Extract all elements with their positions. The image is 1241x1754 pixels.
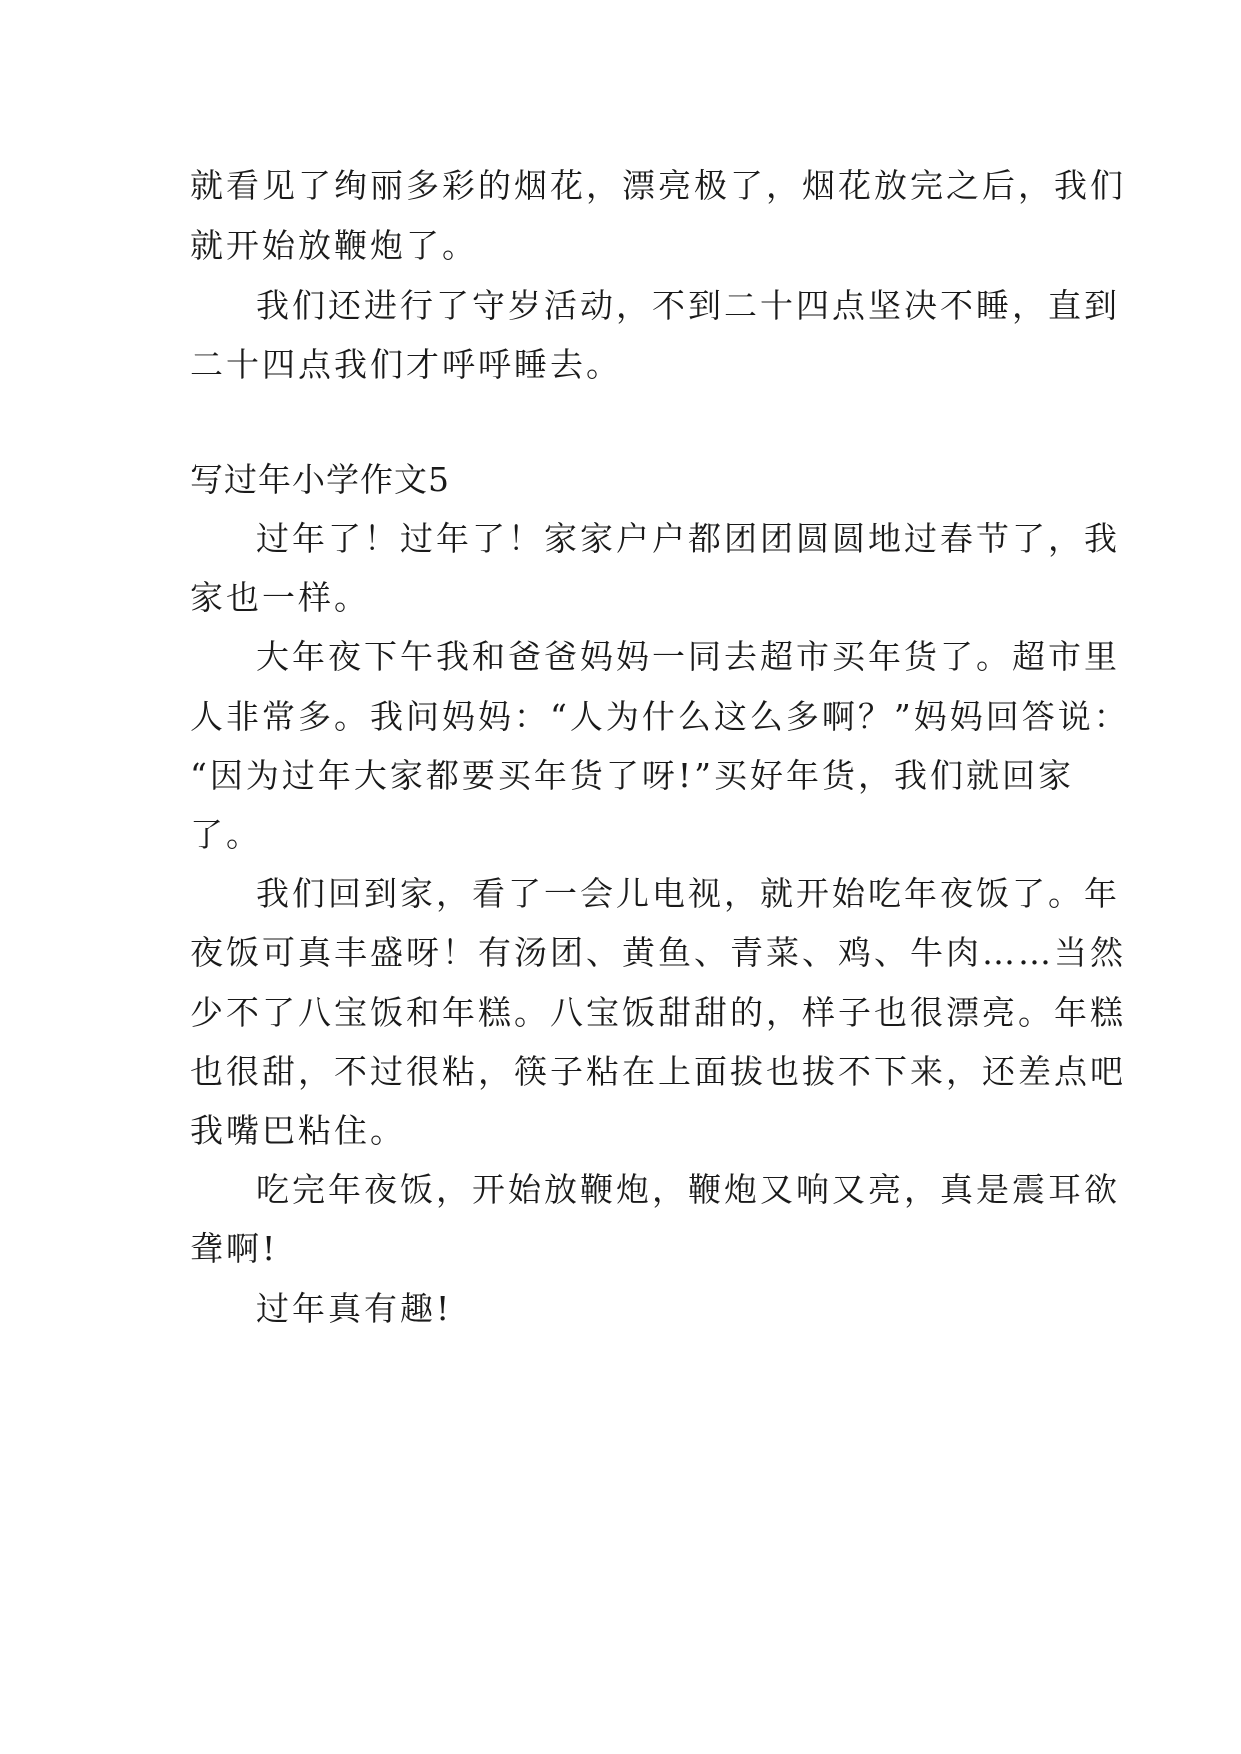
paragraph-start-line: 吃完年夜饭，开始放鞭炮，鞭炮又响又亮，真是震耳欲 bbox=[256, 1170, 1120, 1209]
body-text-line: “因为过年大家都要买年货了呀!”买好年货，我们就回家 bbox=[190, 756, 1075, 795]
body-text-line: 人非常多。我问妈妈：“人为什么这么多啊？”妈妈回答说： bbox=[190, 697, 1130, 736]
section-heading: 写过年小学作文5 bbox=[190, 460, 450, 499]
body-text-line: 二十四点我们才呼呼睡去。 bbox=[190, 345, 622, 384]
body-text-line: 家也一样。 bbox=[190, 578, 370, 617]
body-text-line: 我嘴巴粘住。 bbox=[190, 1111, 406, 1150]
body-text-line: 聋啊! bbox=[190, 1229, 279, 1268]
body-text-line: 少不了八宝饭和年糕。八宝饭甜甜的，样子也很漂亮。年糕 bbox=[190, 993, 1126, 1032]
paragraph-start-line: 我们回到家，看了一会儿电视，就开始吃年夜饭了。年 bbox=[256, 874, 1120, 913]
body-text-line: 就看见了绚丽多彩的烟花，漂亮极了，烟花放完之后，我们 bbox=[190, 166, 1126, 205]
paragraph-start-line: 过年真有趣! bbox=[256, 1289, 453, 1328]
body-text-line: 夜饭可真丰盛呀！有汤团、黄鱼、青菜、鸡、牛肉……当然 bbox=[190, 933, 1126, 972]
body-text-line: 也很甜，不过很粘，筷子粘在上面拔也拔不下来，还差点吧 bbox=[190, 1052, 1126, 1091]
paragraph-start-line: 大年夜下午我和爸爸妈妈一同去超市买年货了。超市里 bbox=[256, 637, 1120, 676]
paragraph-start-line: 过年了！过年了！家家户户都团团圆圆地过春节了，我 bbox=[256, 519, 1120, 558]
body-text-line: 就开始放鞭炮了。 bbox=[190, 226, 478, 265]
paragraph-start-line: 我们还进行了守岁活动，不到二十四点坚决不睡，直到 bbox=[256, 286, 1120, 325]
body-text-line: 了。 bbox=[190, 815, 262, 854]
